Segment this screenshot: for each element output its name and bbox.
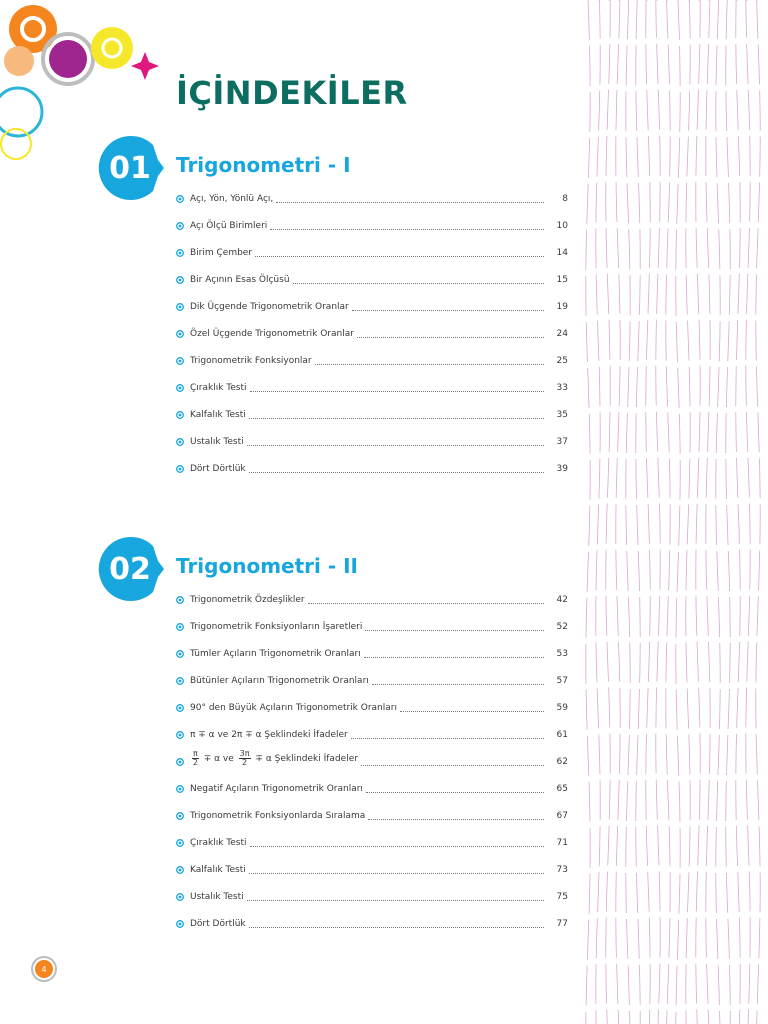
toc-entry[interactable] — [176, 247, 568, 274]
toc-entry-page: 42 — [556, 595, 568, 605]
toc-entry-label: Dört Dörtlük — [190, 464, 246, 474]
dot-leader — [249, 409, 544, 419]
toc-entry[interactable] — [176, 783, 568, 810]
toc-entry-page: 59 — [556, 703, 568, 713]
toc-entry[interactable] — [176, 810, 568, 837]
bullet-icon — [176, 465, 184, 473]
toc-entry-page: 53 — [556, 649, 568, 659]
bullet-icon — [176, 357, 184, 365]
bullet-icon — [176, 812, 184, 820]
dot-leader — [357, 328, 544, 338]
dot-leader — [315, 355, 544, 365]
dot-leader — [293, 274, 544, 284]
toc-entry-label: Dört Dörtlük — [190, 919, 246, 929]
toc-entry-label: Trigonometrik Fonksiyonların İşaretleri — [190, 622, 363, 632]
toc-entry-page: 10 — [556, 221, 568, 231]
dot-leader — [247, 891, 544, 901]
toc-entry-page: 8 — [562, 194, 568, 204]
dot-leader — [372, 675, 544, 685]
bullet-icon — [176, 195, 184, 203]
toc-entry[interactable] — [176, 220, 568, 247]
toc-entry[interactable] — [176, 675, 568, 702]
dot-leader — [270, 220, 544, 230]
toc-entry-label: Bir Açının Esas Ölçüsü — [190, 275, 290, 285]
bullet-icon — [176, 411, 184, 419]
bullet-icon — [176, 596, 184, 604]
page-number: 4 — [41, 964, 47, 974]
toc-entry[interactable] — [176, 918, 568, 945]
bullet-icon — [176, 303, 184, 311]
dot-leader — [250, 382, 544, 392]
toc-entry-label: Kalfalık Testi — [190, 410, 246, 420]
toc-entry-label — [190, 750, 361, 767]
dot-leader — [366, 783, 544, 793]
decorative-stripes — [582, 0, 768, 1024]
toc-entry-label: Açı, Yön, Yönlü Açı, — [190, 194, 274, 204]
toc-entry[interactable] — [176, 463, 568, 490]
toc-entry-label: 90° den Büyük Açıların Trigonometrik Oranları — [190, 703, 397, 713]
bullet-icon — [176, 650, 184, 658]
toc-list — [176, 193, 568, 490]
toc-entry-label: Çıraklık Testi — [190, 383, 247, 393]
bullet-icon — [176, 249, 184, 257]
section-number: 02 — [109, 551, 151, 587]
toc-entry-page: 33 — [556, 383, 568, 393]
toc-entry[interactable] — [176, 409, 568, 436]
fraction — [192, 750, 199, 767]
toc-entry-label: Negatif Açıların Trigonometrik Oranları — [190, 784, 363, 794]
toc-entry-page: 15 — [556, 275, 568, 285]
fraction — [239, 750, 251, 767]
toc-entry-label: Çıraklık Testi — [190, 838, 247, 848]
toc-entry[interactable] — [176, 193, 568, 220]
toc-entry-label: Bütünler Açıların Trigonometrik Oranları — [190, 676, 369, 686]
dot-leader — [276, 193, 544, 203]
toc-entry[interactable] — [176, 594, 568, 621]
toc-entry-page: 65 — [556, 784, 568, 794]
toc-entry[interactable] — [176, 702, 568, 729]
toc-entry-label: Ustalık Testi — [190, 437, 244, 447]
fraction-numerator: 3π — [239, 749, 250, 758]
toc-entry-page: 75 — [556, 892, 568, 902]
dot-leader — [249, 463, 544, 473]
toc-entry-page: 57 — [556, 676, 568, 686]
toc-entry[interactable] — [176, 436, 568, 463]
toc-entry-page: 73 — [556, 865, 568, 875]
bullet-icon — [176, 438, 184, 446]
toc-entry-page: 39 — [556, 464, 568, 474]
toc-list — [176, 594, 568, 945]
section-title: Trigonometri - II — [176, 554, 358, 578]
toc-entry-label: Kalfalık Testi — [190, 865, 246, 875]
toc-entry-page: 19 — [556, 302, 568, 312]
dot-leader — [400, 702, 544, 712]
bullet-icon — [176, 384, 184, 392]
toc-entry-label: Dik Üçgende Trigonometrik Oranlar — [190, 302, 349, 312]
dot-leader — [351, 729, 544, 739]
bullet-icon — [176, 839, 184, 847]
toc-entry-page: 37 — [556, 437, 568, 447]
toc-entry-page: 35 — [556, 410, 568, 420]
bullet-icon — [176, 785, 184, 793]
dot-leader — [364, 648, 544, 658]
fraction-denominator: 2 — [192, 758, 198, 767]
bullet-icon — [176, 677, 184, 685]
bullet-icon — [176, 920, 184, 928]
toc-entry-page: 25 — [556, 356, 568, 366]
bullet-icon — [176, 731, 184, 739]
toc-entry[interactable] — [176, 328, 568, 355]
toc-entry[interactable] — [176, 274, 568, 301]
page-title: İÇİNDEKİLER — [176, 74, 408, 112]
toc-entry-label: Trigonometrik Fonksiyonlarda Sıralama — [190, 811, 366, 821]
dot-leader — [308, 594, 544, 604]
dot-leader — [368, 810, 544, 820]
bullet-icon — [176, 758, 184, 766]
toc-entry-page: 71 — [556, 838, 568, 848]
dot-leader — [352, 301, 544, 311]
toc-entry-page: 61 — [556, 730, 568, 740]
toc-entry-label: Tümler Açıların Trigonometrik Oranları — [190, 649, 361, 659]
dot-leader — [249, 864, 544, 874]
toc-entry-label: Özel Üçgende Trigonometrik Oranlar — [190, 329, 354, 339]
section-number: 01 — [109, 150, 151, 186]
toc-entry-label: π ∓ α ve 2π ∓ α Şeklindeki İfadeler — [190, 730, 348, 740]
fraction-numerator: π — [193, 749, 198, 758]
dot-leader — [247, 436, 544, 446]
dot-leader — [365, 621, 544, 631]
toc-entry-page: 77 — [556, 919, 568, 929]
dot-leader — [255, 247, 544, 257]
toc-entry[interactable] — [176, 301, 568, 328]
toc-entry[interactable] — [176, 621, 568, 648]
toc-entry-label: Açı Ölçü Birimleri — [190, 221, 268, 231]
toc-entry-page: 52 — [556, 622, 568, 632]
toc-entry[interactable] — [176, 864, 568, 891]
bullet-icon — [176, 893, 184, 901]
bullet-icon — [176, 276, 184, 284]
dot-leader — [249, 918, 544, 928]
bullet-icon — [176, 330, 184, 338]
toc-entry-page: 62 — [556, 757, 568, 767]
label-part: ∓ α Şeklindeki İfadeler — [255, 754, 358, 764]
section-title: Trigonometri - I — [176, 153, 351, 177]
toc-entry[interactable] — [176, 837, 568, 864]
fraction-denominator: 2 — [242, 758, 248, 767]
dot-leader — [361, 756, 544, 766]
toc-entry[interactable] — [176, 355, 568, 382]
toc-entry-page: 24 — [556, 329, 568, 339]
toc-entry[interactable] — [176, 891, 568, 918]
toc-entry-label: Birim Çember — [190, 248, 253, 258]
toc-entry-label: Trigonometrik Fonksiyonlar — [190, 356, 312, 366]
bullet-icon — [176, 704, 184, 712]
toc-entry-label: Ustalık Testi — [190, 892, 244, 902]
toc-entry[interactable] — [176, 648, 568, 675]
toc-entry-label: Trigonometrik Özdeşlikler — [190, 595, 305, 605]
bullet-icon — [176, 623, 184, 631]
bullet-icon — [176, 222, 184, 230]
dot-leader — [250, 837, 544, 847]
label-part: ∓ α ve — [203, 754, 234, 764]
bullet-icon — [176, 866, 184, 874]
toc-entry-page: 14 — [556, 248, 568, 258]
toc-entry-page: 67 — [556, 811, 568, 821]
toc-entry[interactable] — [176, 382, 568, 409]
